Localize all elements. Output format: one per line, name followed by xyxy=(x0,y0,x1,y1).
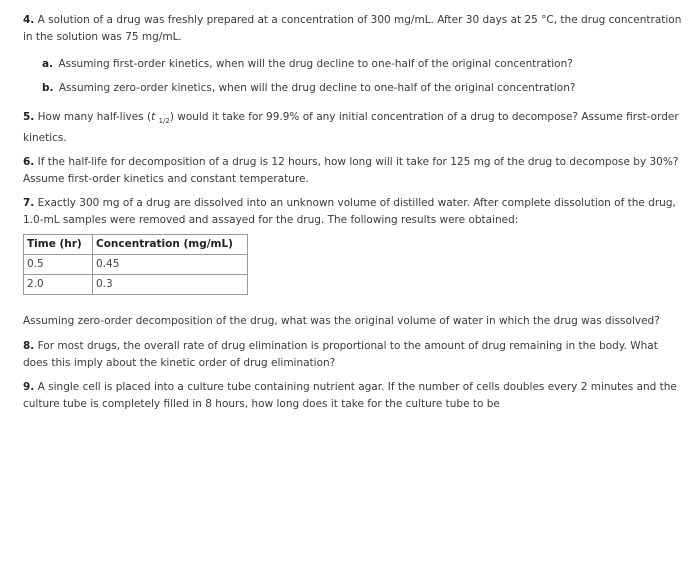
subquestion-label: b. xyxy=(42,82,54,94)
question-number: 6. xyxy=(23,156,35,169)
half-life-symbol: t xyxy=(151,111,156,123)
table-header-concentration: Concentration (mg/mL) xyxy=(93,235,248,255)
question-number: 7. xyxy=(23,197,35,210)
table-row xyxy=(24,275,248,295)
question-4b xyxy=(42,80,683,97)
question-text: For most drugs, the overall rate of drug elimination is proportional to the amount of drug remaining in the body. What does this imply about the kinetic order of drug elimination? xyxy=(23,340,658,370)
question-text-after: ) would it take for 99.9% of any initial concentration of a drug to decompose? Assume first-order kinetics. xyxy=(23,111,679,145)
question-text: If the half-life for decomposition of a drug is 12 hours, how long will it take for 125 mg of the drug to decompose by 30%? Assume first-order kinetics and constant temperature. xyxy=(23,156,679,186)
table-cell-concentration: 0.3 xyxy=(93,275,248,295)
question-8 xyxy=(23,338,683,372)
table-header-time: Time (hr) xyxy=(24,235,93,255)
table-row xyxy=(24,255,248,275)
question-text: A solution of a drug was freshly prepared at a concentration of 300 mg/mL. After 30 days at 25 °C, the drug concentration in the solution was 75 mg/mL. xyxy=(23,14,682,43)
results-table xyxy=(23,234,248,295)
document-page xyxy=(23,12,683,420)
table-header-row xyxy=(24,235,248,255)
question-text-before: How many half-lives ( xyxy=(37,111,152,123)
half-life-subscript: 1/2 xyxy=(158,117,170,126)
question-text: A single cell is placed into a culture tube containing nutrient agar. If the number of cells doubles every 2 minutes and the culture tube is completely filled in 8 hours, how long does it take for the culture tube to be xyxy=(23,381,677,411)
question-4 xyxy=(23,12,683,46)
table-cell-concentration: 0.45 xyxy=(93,255,248,275)
question-number: 5. xyxy=(23,111,35,123)
question-7 xyxy=(23,195,683,229)
question-6 xyxy=(23,154,683,188)
question-5 xyxy=(23,109,683,147)
question-number: 9. xyxy=(23,381,35,394)
subquestion-text: Assuming zero-order kinetics, when will the drug decline to one-half of the original concentration? xyxy=(58,82,576,94)
question-9 xyxy=(23,379,683,413)
question-text: Assuming zero-order decomposition of the drug, what was the original volume of water in which the drug was dissolved? xyxy=(23,315,660,328)
question-number: 8. xyxy=(23,340,35,353)
question-text: Exactly 300 mg of a drug are dissolved into an unknown volume of distilled water. After complete dissolution of the drug, 1.0-mL samples were removed and assayed for the drug. The following results were obtained: xyxy=(23,197,676,227)
table-cell-time: 2.0 xyxy=(24,275,93,295)
question-number: 4. xyxy=(23,14,35,26)
table-cell-time: 0.5 xyxy=(24,255,93,275)
subquestion-label: a. xyxy=(42,58,54,70)
question-7-continuation xyxy=(23,313,683,330)
subquestion-text: Assuming first-order kinetics, when will the drug decline to one-half of the original concentration? xyxy=(58,58,573,70)
question-4a xyxy=(42,56,683,73)
